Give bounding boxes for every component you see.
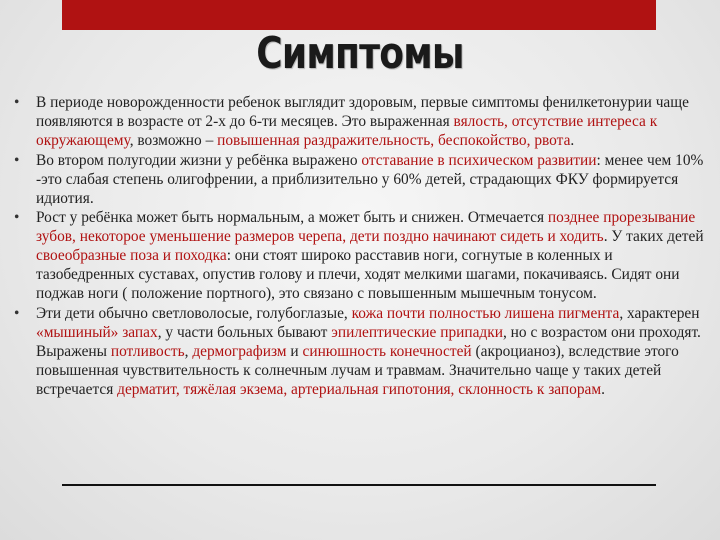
highlighted-text: потливость bbox=[110, 342, 185, 360]
paragraph-text: , у части больных бывают bbox=[157, 323, 332, 341]
symptoms-list bbox=[14, 94, 714, 401]
paragraph-text: . bbox=[601, 380, 605, 398]
highlighted-text: позднее прорезывание зубов, некоторое уменьшение размеров черепа, дети поздно начинают сидеть и ходить bbox=[36, 209, 696, 246]
bullet-icon: • bbox=[14, 209, 20, 227]
paragraph-text: , характерен bbox=[619, 304, 700, 322]
highlighted-text: синюшность конечностей bbox=[302, 342, 472, 360]
bullet-icon: • bbox=[14, 94, 20, 111]
bullet-icon: • bbox=[14, 304, 20, 322]
slide-title: Симптомы bbox=[256, 28, 464, 79]
paragraph-text: . bbox=[570, 131, 575, 149]
highlighted-text: вялость, отсутствие интереса к окружающему bbox=[36, 112, 658, 149]
list-item bbox=[14, 209, 714, 304]
paragraph-text: , но с возрастом они проходят. Выражены bbox=[36, 323, 701, 360]
paragraph-text: : они стоят широко расставив ноги, согнутые в коленных и тазобедренных суставах, опустив голову и плечи, ходят мелкими шагами, покачиваясь. Сидят они поджав ноги ( положение портного), это связано с повышенным мышечным тонусом. bbox=[36, 247, 680, 303]
highlighted-text: кожа почти полностью лишена пигмента bbox=[351, 304, 620, 322]
title-accent-bar bbox=[62, 0, 656, 30]
paragraph-text: , bbox=[184, 342, 193, 360]
paragraph-text: Во втором полугодии жизни у ребёнка выражено bbox=[36, 151, 362, 169]
paragraph-text: : менее чем 10% -это слабая степень олигофрении, а приблизительно у 60% детей, страдающих ФКУ формируется идиотия. bbox=[36, 151, 704, 207]
list-item bbox=[14, 305, 714, 400]
paragraph-text: , возможно – bbox=[129, 131, 218, 149]
list-item bbox=[14, 152, 714, 209]
highlighted-text: «мышиный» запах bbox=[36, 323, 158, 341]
bullet-icon: • bbox=[14, 151, 20, 169]
paragraph-text: Рост у ребёнка может быть нормальным, а может быть и снижен. Отмечается bbox=[36, 209, 548, 227]
paragraph-text: и bbox=[286, 342, 303, 360]
list-item bbox=[14, 94, 714, 151]
paragraph-text: В периоде новорожденности ребенок выглядит здоровым, первые симптомы фенилкетонурии чаще появляются в возрасте от 2-х до 6-ти месяцев. Это выраженная bbox=[36, 94, 689, 130]
highlighted-text: повышенная раздражительность, беспокойство, рвота bbox=[217, 131, 571, 149]
highlighted-text: отставание в психическом развитии bbox=[361, 151, 597, 169]
paragraph-text: Эти дети обычно светловолосые, голубоглазые, bbox=[36, 304, 352, 322]
highlighted-text: своеобразные поза и походка bbox=[36, 247, 227, 265]
bottom-divider bbox=[62, 484, 656, 486]
highlighted-text: эпилептические припадки bbox=[331, 323, 503, 341]
highlighted-text: дерматит, тяжёлая экзема, артериальная гипотония, склонность к запорам bbox=[117, 380, 602, 398]
paragraph-text: . У таких детей bbox=[603, 228, 704, 246]
highlighted-text: дермографизм bbox=[192, 342, 287, 360]
paragraph-text: (акроцианоз), вследствие этого повышенная чувствительность к солнечным лучам и травмам. Значительно чаще у таких детей встречается bbox=[36, 342, 679, 398]
